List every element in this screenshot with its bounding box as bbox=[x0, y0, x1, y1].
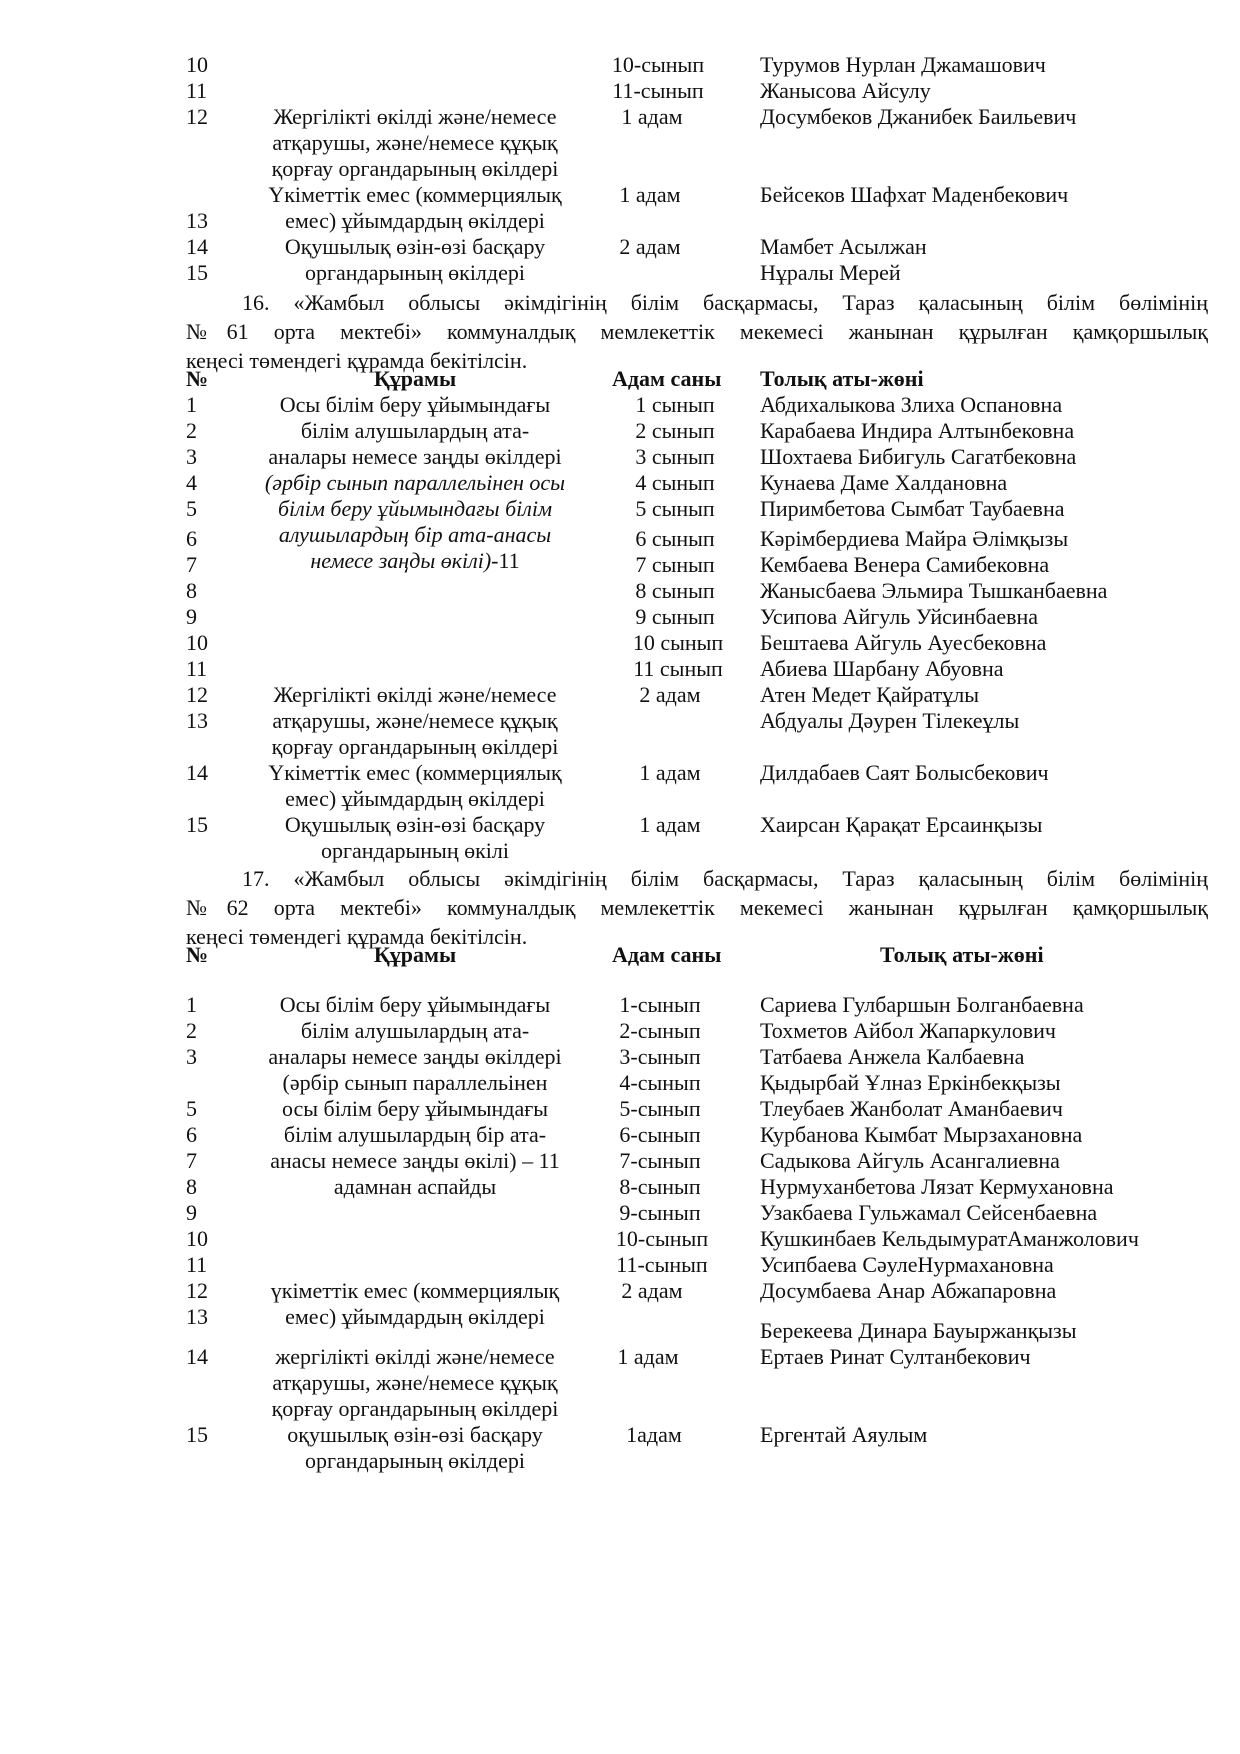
paragraph-line: №62 орта мектебі» коммуналдық мемлекеттік мекемесі жанынан құрылған қамқоршылық bbox=[186, 895, 1208, 920]
composition-text: органдарының өкілі bbox=[320, 838, 510, 863]
composition-text: органдарының өкілдері bbox=[305, 260, 525, 285]
row-number: 10 bbox=[186, 52, 208, 77]
composition-text: адамнан аспайды bbox=[333, 1174, 497, 1199]
row-full-name: Абдуалы Дәурен Тілекеұлы bbox=[760, 708, 1020, 733]
row-number: 2 bbox=[186, 1018, 197, 1043]
row-full-name: Нұралы Мерей bbox=[760, 260, 901, 285]
composition-text: органдарының өкілдері bbox=[305, 1448, 525, 1473]
row-number: 15 bbox=[186, 1422, 208, 1447]
row-quantity: 9-сынып bbox=[619, 1200, 701, 1225]
composition-text: (әрбір сынып параллельінен осы bbox=[264, 470, 566, 495]
row-full-name: Кәрімбердиева Майра Әлімқызы bbox=[760, 526, 1069, 551]
row-number: 10 bbox=[186, 630, 208, 655]
row-number: 6 bbox=[186, 1122, 197, 1147]
row-full-name: Карабаева Индира Алтынбековна bbox=[760, 418, 1075, 443]
row-full-name: Садыкова Айгуль Асангалиевна bbox=[760, 1148, 1060, 1173]
row-full-name: Пиримбетова Сымбат Таубаевна bbox=[760, 496, 1065, 521]
row-quantity: 5 сынып bbox=[635, 496, 715, 521]
row-full-name: Кушкинбаев КельдымуратАманжолович bbox=[760, 1226, 1139, 1251]
row-full-name: Жанысбаева Эльмира Тышканбаевна bbox=[760, 578, 1108, 603]
composition-text: Үкіметтік емес (коммерциялық bbox=[268, 760, 562, 785]
paragraph-line: 16. «Жамбыл облысы әкімдігінің білім басқармасы, Тараз қаласының білім бөлімінің bbox=[242, 290, 1208, 315]
row-quantity: 8-сынып bbox=[619, 1174, 701, 1199]
composition-text: емес) ұйымдардың өкілдері bbox=[285, 786, 545, 811]
row-number: 12 bbox=[186, 1278, 208, 1303]
row-quantity: 7 сынып bbox=[635, 552, 715, 577]
row-quantity: 11-сынып bbox=[612, 78, 704, 103]
row-quantity: 4 сынып bbox=[635, 470, 715, 495]
section-16-paragraph bbox=[186, 288, 1208, 375]
row-full-name: Усипбаева СәулеНурмахановна bbox=[760, 1252, 1054, 1277]
row-quantity: 10-сынып bbox=[615, 1226, 709, 1251]
composition-text: оқушылық өзін-өзі басқару bbox=[287, 1422, 543, 1447]
row-number: 15 bbox=[186, 812, 208, 837]
composition-text: атқарушы, және/немесе құқық bbox=[272, 708, 558, 733]
composition-text: Оқушылық өзін-өзі басқару bbox=[284, 234, 546, 259]
composition-text: білім беру ұйымындағы білім bbox=[277, 496, 552, 521]
row-number: 5 bbox=[186, 1096, 197, 1121]
row-full-name: Нурмуханбетова Лязат Кермухановна bbox=[760, 1174, 1114, 1199]
composition-count: -11 bbox=[491, 548, 520, 573]
header-number: № bbox=[186, 942, 209, 967]
composition-text: немесе заңды өкілі) bbox=[310, 548, 492, 573]
row-full-name: Хаирсан Қарақат Ерсаинқызы bbox=[760, 812, 1043, 837]
row-quantity: 6-сынып bbox=[619, 1122, 701, 1147]
composition-text: алушылардың бір ата-анасы bbox=[278, 522, 552, 547]
paragraph-line: кеңесі төмендегі құрамда бекітілсін. bbox=[186, 348, 528, 373]
row-quantity: 1 адам bbox=[619, 182, 681, 207]
row-full-name: Бейсеков Шафхат Маденбекович bbox=[760, 182, 1069, 207]
row-full-name: Ергентай Аяулым bbox=[760, 1422, 928, 1447]
row-quantity: 2-сынып bbox=[619, 1018, 701, 1043]
paragraph-line: 17. «Жамбыл облысы әкімдігінің білім басқармасы, Тараз қаласының білім бөлімінің bbox=[242, 866, 1208, 891]
row-number: 7 bbox=[186, 1148, 197, 1173]
header-number: № bbox=[186, 366, 209, 391]
header-composition: Құрамы bbox=[373, 942, 457, 967]
row-number: 12 bbox=[186, 104, 208, 129]
composition-text: атқарушы, және/немесе құқық bbox=[272, 130, 558, 155]
composition-text: осы білім беру ұйымындағы bbox=[281, 1096, 549, 1121]
composition-text: қорғау органдарының өкілдері bbox=[271, 734, 559, 759]
row-quantity: 1 адам bbox=[617, 1344, 679, 1369]
composition-text: білім алушылардың ата- bbox=[300, 418, 530, 443]
row-quantity: 4-сынып bbox=[619, 1070, 701, 1095]
row-number: 12 bbox=[186, 682, 208, 707]
row-number: 3 bbox=[186, 1044, 197, 1069]
row-number: 13 bbox=[186, 208, 208, 233]
row-quantity: 2 сынып bbox=[635, 418, 715, 443]
composition-text: Осы білім беру ұйымындағы bbox=[279, 992, 551, 1017]
row-number: 4 bbox=[186, 470, 197, 495]
row-quantity: 3 сынып bbox=[635, 444, 715, 469]
row-full-name: Турумов Нурлан Джамашович bbox=[760, 52, 1046, 77]
row-number: 10 bbox=[186, 1226, 208, 1251]
row-number: 11 bbox=[186, 1252, 208, 1277]
row-quantity: 1 адам bbox=[621, 104, 683, 129]
composition-text: (әрбір сынып параллельінен bbox=[282, 1070, 548, 1095]
composition-text: атқарушы, және/немесе құқық bbox=[272, 1370, 558, 1395]
row-number: 9 bbox=[186, 604, 197, 629]
row-number: 14 bbox=[186, 234, 208, 259]
row-quantity: 11 сынып bbox=[633, 656, 723, 681]
header-composition: Құрамы bbox=[373, 366, 457, 391]
row-number: 3 bbox=[186, 444, 197, 469]
row-number: 13 bbox=[186, 1304, 208, 1329]
row-full-name: Қыдырбай Ұлназ Еркінбекқызы bbox=[760, 1070, 1061, 1095]
row-quantity: 1 сынып bbox=[635, 392, 715, 417]
row-quantity: 2 адам bbox=[639, 682, 701, 707]
row-full-name: Досумбеков Джанибек Баильевич bbox=[760, 104, 1077, 129]
row-number: 14 bbox=[186, 760, 208, 785]
composition-text: Үкіметтік емес (коммерциялық bbox=[268, 182, 562, 207]
row-full-name: Кембаева Венера Самибековна bbox=[760, 552, 1050, 577]
header-full-name: Толық аты-жөні bbox=[880, 942, 1044, 967]
row-number: 8 bbox=[186, 578, 197, 603]
row-full-name: Шохтаева Бибигуль Сагатбековна bbox=[760, 444, 1077, 469]
row-full-name: Усипова Айгуль Уйсинбаевна bbox=[760, 604, 1039, 629]
composition-text: жергілікті өкілді және/немесе bbox=[275, 1344, 555, 1369]
row-quantity: 10 сынып bbox=[632, 630, 724, 655]
row-quantity: 3-сынып bbox=[619, 1044, 701, 1069]
composition-text: емес) ұйымдардың өкілдері bbox=[285, 208, 545, 233]
row-number: 7 bbox=[186, 552, 197, 577]
composition-text: аналары немесе заңды өкілдері bbox=[268, 1044, 562, 1069]
composition-text: Оқушылық өзін-өзі басқару bbox=[284, 812, 546, 837]
row-quantity: 1 адам bbox=[639, 812, 701, 837]
row-quantity: 9 сынып bbox=[635, 604, 715, 629]
composition-text: қорғау органдарының өкілдері bbox=[271, 156, 559, 181]
composition-text: анасы немесе заңды өкілі) – 11 bbox=[270, 1148, 560, 1173]
composition-text: Жергілікті өкілді және/немесе bbox=[273, 682, 557, 707]
row-number: 5 bbox=[186, 496, 197, 521]
row-quantity: 7-сынып bbox=[619, 1148, 701, 1173]
section-17-paragraph bbox=[186, 864, 1208, 951]
row-full-name: Узакбаева Гульжамал Сейсенбаевна bbox=[760, 1200, 1098, 1225]
row-number: 8 bbox=[186, 1174, 197, 1199]
row-number: 6 bbox=[186, 526, 197, 551]
composition-text: аналары немесе заңды өкілдері bbox=[268, 444, 562, 469]
row-number: 2 bbox=[186, 418, 197, 443]
composition-text: Жергілікті өкілді және/немесе bbox=[273, 104, 557, 129]
row-full-name: Татбаева Анжела Калбаевна bbox=[760, 1044, 1025, 1069]
row-full-name: Ертаев Ринат Султанбекович bbox=[760, 1344, 1031, 1369]
row-full-name: Тлеубаев Жанболат Аманбаевич bbox=[760, 1096, 1063, 1121]
composition-text: үкіметтік емес (коммерциялық bbox=[270, 1278, 560, 1303]
row-full-name: Мамбет Асылжан bbox=[760, 234, 927, 259]
row-full-name: Сариева Гулбаршын Болганбаевна bbox=[760, 992, 1084, 1017]
row-quantity: 2 адам bbox=[621, 1278, 683, 1303]
row-full-name: Абиева Шарбану Абуовна bbox=[760, 656, 1004, 681]
header-quantity: Адам саны bbox=[612, 366, 722, 391]
composition-text: Осы білім беру ұйымындағы bbox=[279, 392, 551, 417]
row-full-name: Берекеева Динара Бауыржанқызы bbox=[760, 1318, 1077, 1343]
paragraph-line: кеңесі төмендегі құрамда бекітілсін. bbox=[186, 924, 528, 949]
row-quantity: 11-сынып bbox=[616, 1252, 708, 1277]
row-full-name: Досумбаева Анар Абжапаровна bbox=[760, 1278, 1057, 1303]
row-quantity: 8 сынып bbox=[635, 578, 715, 603]
row-full-name: Жанысова Айсулу bbox=[760, 78, 931, 103]
row-number: 9 bbox=[186, 1200, 197, 1225]
row-quantity: 10-сынып bbox=[611, 52, 705, 77]
header-quantity: Адам саны bbox=[612, 942, 722, 967]
composition-text: білім алушылардың бір ата- bbox=[283, 1122, 547, 1147]
row-number: 1 bbox=[186, 392, 197, 417]
row-quantity: 5-сынып bbox=[619, 1096, 701, 1121]
row-full-name: Тохметов Айбол Жапаркулович bbox=[760, 1018, 1056, 1043]
row-full-name: Атен Медет Қайратұлы bbox=[760, 682, 980, 707]
row-number: 14 bbox=[186, 1344, 208, 1369]
row-number: 15 bbox=[186, 260, 208, 285]
row-quantity: 1адам bbox=[626, 1422, 682, 1447]
composition-text: білім алушылардың ата- bbox=[300, 1018, 530, 1043]
row-quantity: 6 сынып bbox=[635, 526, 715, 551]
header-full-name: Толық аты-жөні bbox=[760, 366, 924, 391]
row-quantity: 1 адам bbox=[639, 760, 701, 785]
row-number: 13 bbox=[186, 708, 208, 733]
row-full-name: Кунаева Даме Халдановна bbox=[760, 470, 1008, 495]
paragraph-line: №61 орта мектебі» коммуналдық мемлекеттік мекемесі жанынан құрылған қамқоршылық bbox=[186, 319, 1208, 344]
composition-text: қорғау органдарының өкілдері bbox=[271, 1396, 559, 1421]
row-quantity: 2 адам bbox=[619, 234, 681, 259]
row-number: 11 bbox=[186, 78, 208, 103]
row-full-name: Абдихалыкова Злиха Оспановна bbox=[760, 392, 1063, 417]
row-number: 11 bbox=[186, 656, 208, 681]
row-number: 1 bbox=[186, 992, 197, 1017]
row-quantity: 1-сынып bbox=[619, 992, 701, 1017]
row-full-name: Дилдабаев Саят Болысбекович bbox=[760, 760, 1049, 785]
composition-text: емес) ұйымдардың өкілдері bbox=[285, 1304, 545, 1329]
row-full-name: Бештаева Айгуль Ауесбековна bbox=[760, 630, 1047, 655]
row-full-name: Курбанова Кымбат Мырзахановна bbox=[760, 1122, 1083, 1147]
